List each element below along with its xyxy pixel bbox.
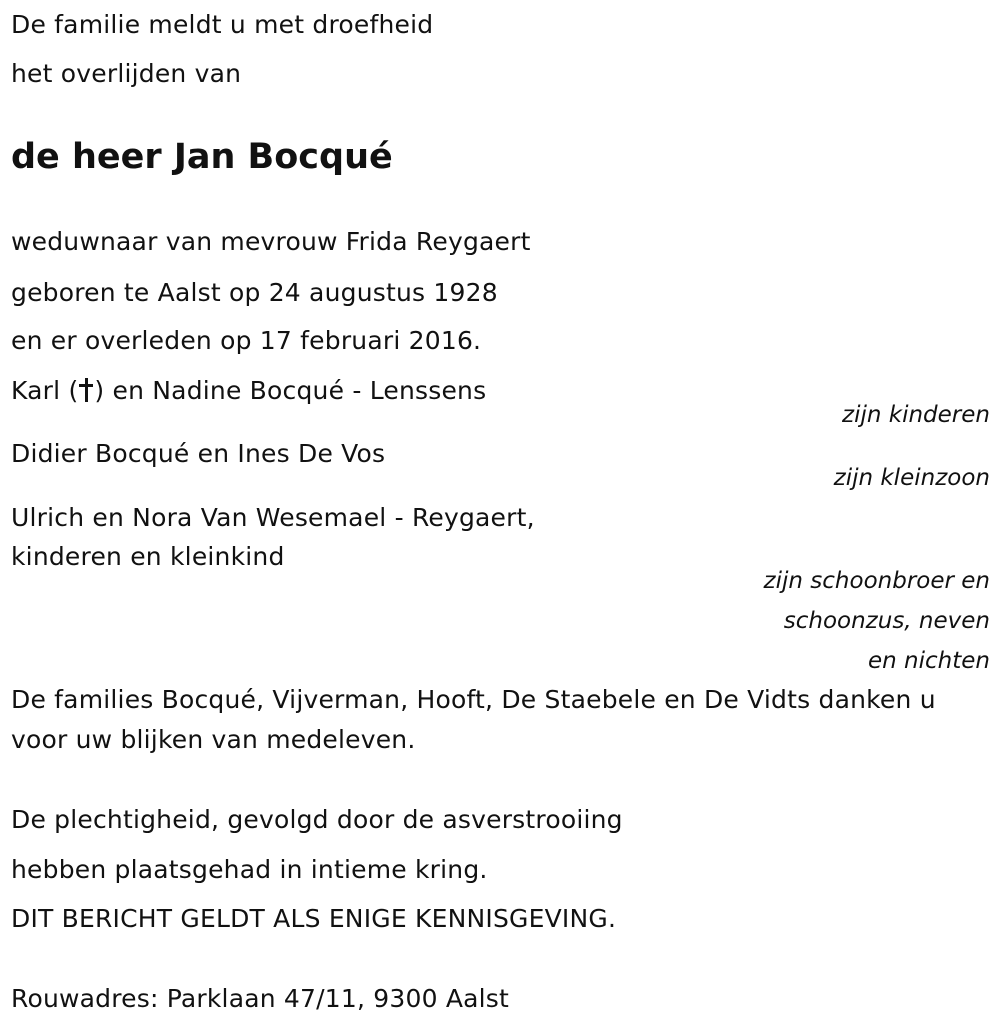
inlaws-names-line-1: Ulrich en Nora Van Wesemael - Reygaert, <box>11 503 535 532</box>
widower-line: weduwnaar van mevrouw Frida Reygaert <box>11 227 531 256</box>
children-relation: zijn kinderen <box>842 402 990 428</box>
ceremony-line-3: DIT BERICHT GELDT ALS ENIGE KENNISGEVING. <box>11 904 617 933</box>
grandson-names: Didier Bocqué en Ines De Vos <box>11 439 386 468</box>
children-names-part-2: ) en Nadine Bocqué - Lenssens <box>94 376 487 405</box>
ceremony-line-2: hebben plaatsgehad in intieme kring. <box>11 855 488 884</box>
intro-line-2: het overlijden van <box>11 59 242 88</box>
mourning-address: Rouwadres: Parklaan 47/11, 9300 Aalst <box>11 984 510 1013</box>
latin-cross-icon <box>79 378 93 402</box>
death-line: en er overleden op 17 februari 2016. <box>11 326 482 355</box>
thanks-line-1: De families Bocqué, Vijverman, Hooft, De Staebele en De Vidts danken u <box>11 685 936 714</box>
intro-line-1: De familie meldt u met droefheid <box>11 10 434 39</box>
children-names <box>11 376 486 406</box>
thanks-line-2: voor uw blijken van medeleven. <box>11 725 416 754</box>
inlaws-names-line-2: kinderen en kleinkind <box>11 542 285 571</box>
birth-line: geboren te Aalst op 24 augustus 1928 <box>11 278 498 307</box>
ceremony-line-1: De plechtigheid, gevolgd door de asverstrooiing <box>11 805 623 834</box>
inlaws-relation-line-2: schoonzus, neven <box>783 608 990 634</box>
inlaws-relation-line-3: en nichten <box>868 648 990 674</box>
inlaws-relation-line-1: zijn schoonbroer en <box>763 568 990 594</box>
grandson-relation: zijn kleinzoon <box>833 465 990 491</box>
children-names-part-1: Karl ( <box>11 376 79 405</box>
deceased-name: de heer Jan Bocqué <box>11 137 393 177</box>
